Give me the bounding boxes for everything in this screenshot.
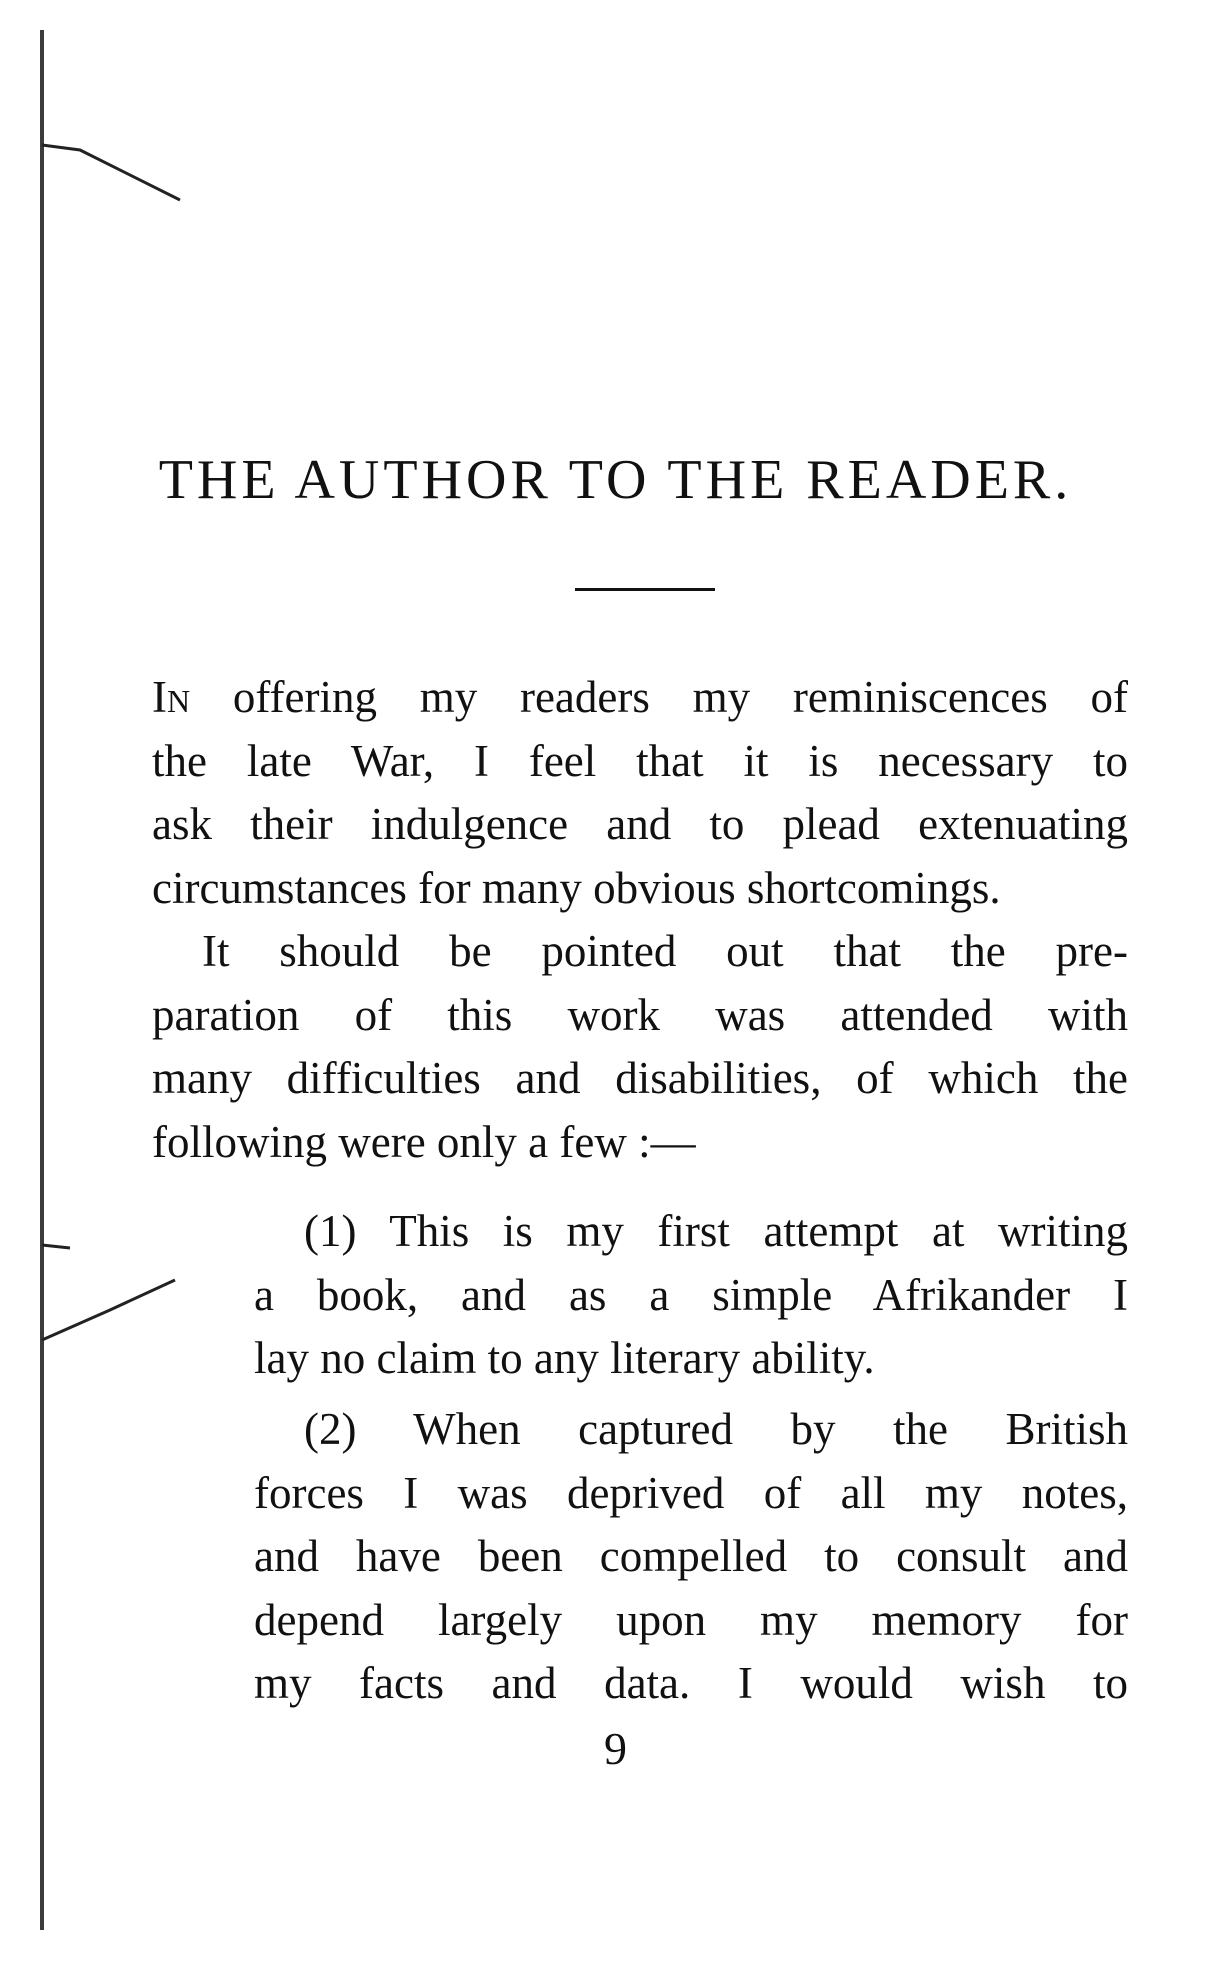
paragraph-line: following were only a few :— (152, 1116, 696, 1167)
list-line: forces I was deprived of all my notes, (254, 1467, 1128, 1518)
paragraph-line: ask their indulgence and to plead extenuating (152, 799, 1128, 849)
list-line: lay no claim to any literary ability. (254, 1333, 875, 1383)
paragraph-line: the late War, I feel that it is necessary to (152, 735, 1128, 786)
list-item-2 (254, 1398, 1128, 1716)
page-number: 9 (604, 1723, 627, 1774)
paragraph-line: circumstances for many obvious shortcomings. (152, 862, 1001, 913)
drop-word: In (152, 672, 191, 722)
list-line: and have been compelled to consult and (254, 1531, 1128, 1581)
binding-edge (40, 30, 44, 1930)
paragraph-line: offering my readers my reminiscences of (190, 672, 1128, 722)
list-item-1 (254, 1200, 1128, 1391)
paragraph-line: It should be pointed out that the pre- (202, 926, 1128, 976)
body-paragraph (152, 920, 1128, 1174)
page-title: THE AUTHOR TO THE READER. (158, 449, 1073, 511)
pencil-mark-bottom (40, 1240, 200, 1360)
list-line: a book, and as a simple Afrikander I (254, 1269, 1128, 1320)
list-line: my facts and data. I would wish to (254, 1658, 1128, 1708)
list-line: (1) This is my first attempt at writing (304, 1206, 1128, 1256)
intro-paragraph (152, 666, 1128, 920)
pencil-mark-top (40, 140, 200, 260)
paragraph-line: many difficulties and disabilities, of which the (152, 1053, 1128, 1103)
list-line: (2) When captured by the British (304, 1404, 1128, 1454)
title-rule (575, 588, 715, 591)
paragraph-line: paration of this work was attended with (152, 989, 1128, 1040)
list-line: depend largely upon my memory for (254, 1594, 1128, 1645)
